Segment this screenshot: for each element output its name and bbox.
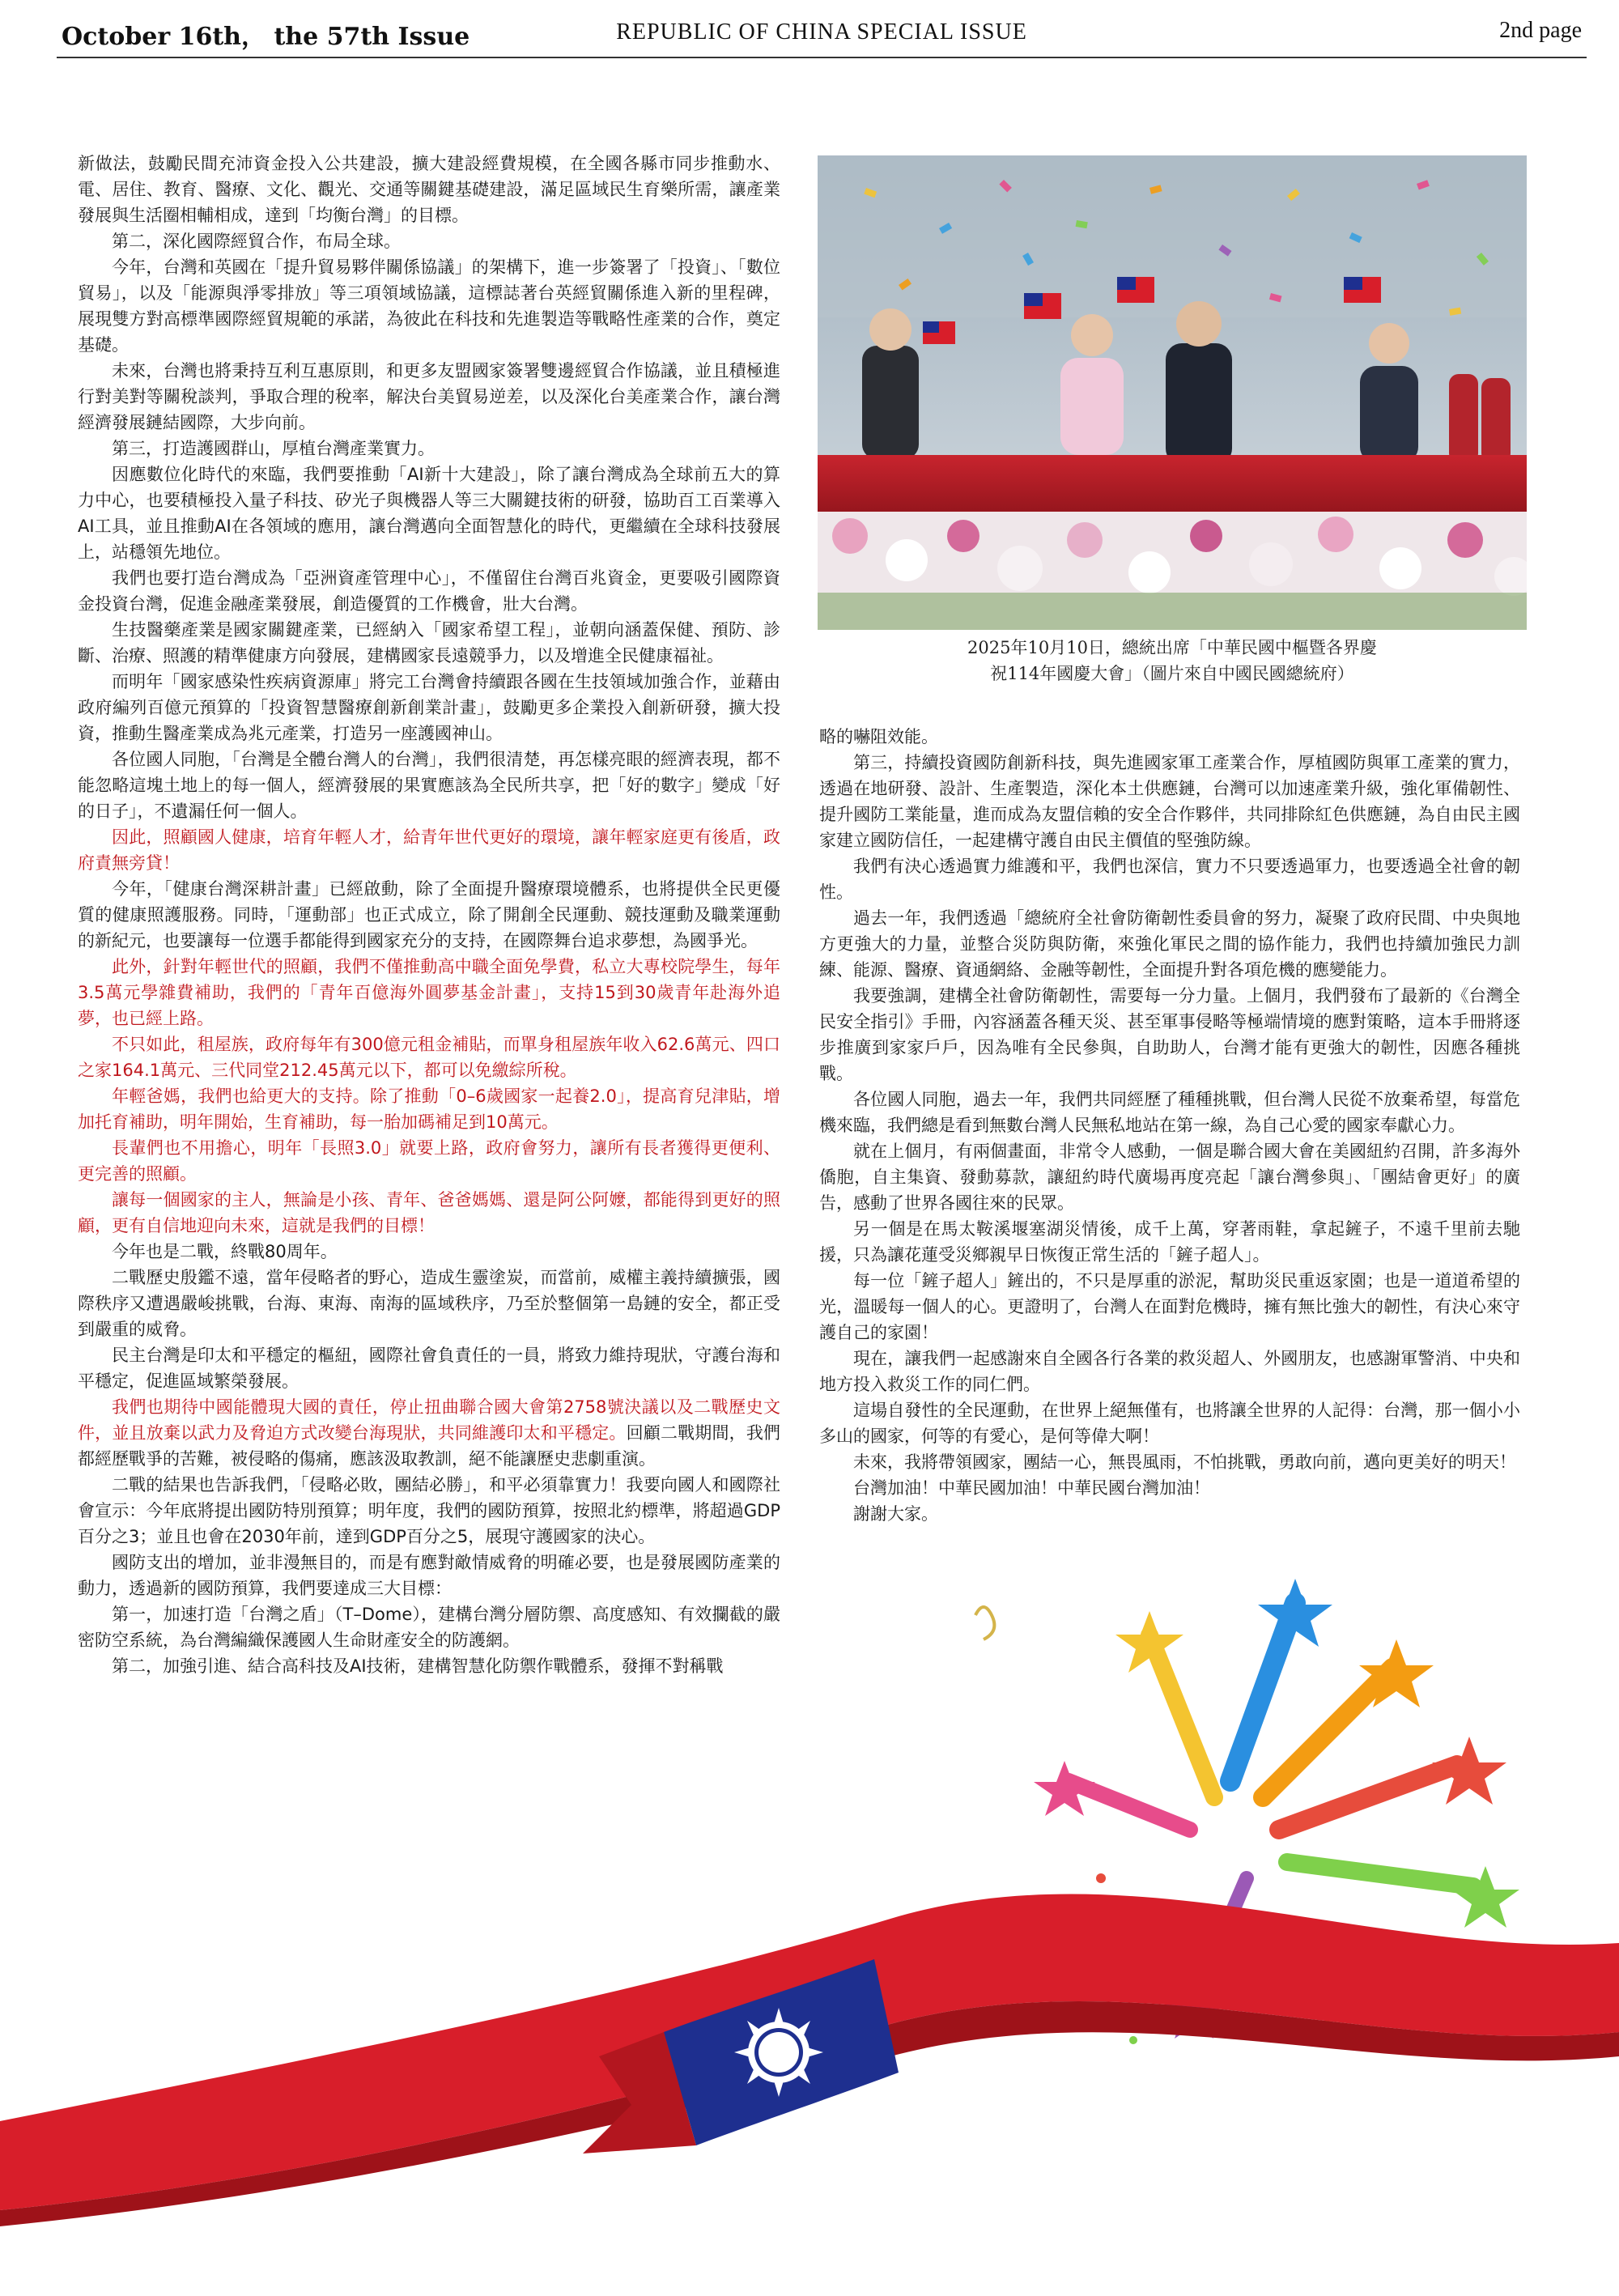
article-paragraph: 略的嚇阻效能。 bbox=[819, 727, 938, 746]
article-paragraph: 因此，照顧國人健康，培育年輕人才，給青年世代更好的環境，讓年輕家庭更有後盾，政府責無旁貸！ bbox=[78, 827, 780, 873]
paragraph-text: 回顧二戰期間，我們都經歷戰爭的苦難，被侵略的傷痛，應該汲取教訓，絕不能讓歷史悲劇重演。 bbox=[78, 1423, 781, 1469]
article-paragraph: 我們也要打造台灣成為「亞洲資產管理中心」，不僅留住台灣百兆資金，更要吸引國際資金投資台灣，促進金融產業發展，創造優質的工作機會，壯大台灣。 bbox=[78, 568, 780, 614]
flag-ribbon-decoration bbox=[0, 1538, 1619, 2296]
article-paragraph: 二戰歷史殷鑑不遠，當年侵略者的野心，造成生靈塗炭，而當前，威權主義持續擴張，國際秩序又遭遇嚴峻挑戰，台海、東海、南海的區域秩序，乃至於整個第一島鏈的安全，都正受到嚴重的威脅。 bbox=[78, 1268, 780, 1339]
article-paragraph: 第二，加強引進、結合高科技及AI技術，建構智慧化防禦作戰體系，發揮不對稱戰 bbox=[112, 1656, 724, 1676]
article-paragraph: 台灣加油！中華民國加油！中華民國台灣加油！ bbox=[853, 1478, 1210, 1498]
article-paragraph: 不只如此，租屋族，政府每年有300億元租金補貼，而單身租屋族年收入62.6萬元、四口之家164.1萬元、三代同堂212.45萬元以下，都可以免繳綜所稅。 bbox=[78, 1035, 780, 1080]
article-paragraph: 生技醫藥產業是國家關鍵產業，已經納入「國家希望工程」，並朝向涵蓋保健、預防、診斷、治療、照護的精準健康方向發展，建構國家長遠競爭力，以及增進全民健康福祉。 bbox=[78, 620, 780, 665]
article-paragraph: 我們有決心透過實力維護和平，我們也深信，實力不只要透過軍力，也要透過全社會的韌性。 bbox=[819, 857, 1520, 902]
article-paragraph: 第二，深化國際經貿合作，布局全球。 bbox=[112, 232, 401, 251]
article-paragraph: 現在，讓我們一起感謝來自全國各行各業的救災超人、外國朋友，也感謝軍警消、中央和地方投入救災工作的同仁們。 bbox=[819, 1349, 1520, 1394]
article-paragraph bbox=[78, 1394, 780, 1472]
article-paragraph: 長輩們也不用擔心，明年「長照3.0」就要上路，政府會努力，讓所有長者獲得更便利、更完善的照顧。 bbox=[78, 1138, 780, 1184]
caption-line-1: 2025年10月10日，總統出席「中華民國中樞暨各界慶 bbox=[967, 638, 1377, 657]
article-paragraph: 因應數位化時代的來臨，我們要推動「AI新十大建設」，除了讓台灣成為全球前五大的算力中心，也要積極投入量子科技、矽光子與機器人等三大關鍵技術的研發，協助百工百業導入AI工具，並且推動AI在各領域的應用，讓台灣邁向全面智慧化的時代，更繼續在全球科技發展上，站穩領先地位。 bbox=[78, 465, 780, 562]
article-paragraph: 未來，我將帶領國家，團結一心，無畏風雨，不怕挑戰，勇敢向前，邁向更美好的明天！ bbox=[853, 1452, 1516, 1472]
left-article-column bbox=[78, 151, 780, 1679]
article-paragraph: 各位國人同胞，「台灣是全體台灣人的台灣」，我們很清楚，再怎樣亮眼的經濟表現，都不能忽略這塊土地上的每一個人，經濟發展的果實應該為全民所共享，把「好的數字」變成「好的日子」，不遺漏任何一個人。 bbox=[78, 750, 780, 821]
article-paragraph: 此外，針對年輕世代的照顧，我們不僅推動高中職全面免學費，私立大專校院學生，每年3.5萬元學雜費補助，我們的「青年百億海外圓夢基金計畫」，支持15到30歲青年赴海外追夢，也已經上路。 bbox=[78, 957, 780, 1028]
article-paragraph: 二戰的結果也告訴我們，「侵略必敗，團結必勝」，和平必須靠實力！我要向國人和國際社會宣示：今年底將提出國防特別預算；明年度，我們的國防預算，按照北約標準，將超過GDP百分之3；並且也會在2030年前，達到GDP百分之5，展現守護國家的決心。 bbox=[78, 1475, 780, 1546]
article-paragraph: 今年，「健康台灣深耕計畫」已經啟動，除了全面提升醫療環境體系，也將提供全民更優質的健康照護服務。同時，「運動部」也正式成立，除了開創全民運動、競技運動及職業運動的新紀元，也要讓每一位選手都能得到國家充分的支持，在國際舞台追求夢想，為國爭光。 bbox=[78, 879, 780, 950]
page-number: 2nd page bbox=[1499, 18, 1582, 43]
issue-date: October 16th， the 57th Issue bbox=[62, 23, 470, 51]
celebration-photo bbox=[818, 155, 1527, 630]
article-paragraph: 第三，持續投資國防創新科技，與先進國家軍工產業合作，厚植國防與軍工產業的實力，透過在地研發、設計、生產製造，深化本土供應鏈，台灣可以加速產業升級，強化軍備韌性、提升國防工業能量，進而成為友盟信賴的安全合作夥伴，共同排除紅色供應鏈，為自由民主國家建立國防信任，一起建構守護自由民主價值的堅強防線。 bbox=[819, 753, 1520, 850]
article-paragraph: 就在上個月，有兩個畫面，非常令人感動，一個是聯合國大會在美國紐約召開，許多海外僑胞，自主集資、發動募款，讓紐約時代廣場再度亮起「讓台灣參與」、「團結會更好」的廣告，感動了世界各國往來的民眾。 bbox=[819, 1142, 1520, 1213]
article-paragraph: 每一位「鏟子超人」鏟出的，不只是厚重的淤泥，幫助災民重返家園；也是一道道希望的光，溫暖每一個人的心。更證明了，台灣人在面對危機時，擁有無比強大的韌性，有決心來守護自己的家園！ bbox=[819, 1271, 1520, 1342]
photo-caption bbox=[818, 635, 1527, 687]
article-paragraph: 國防支出的增加，並非漫無目的，而是有應對敵情威脅的明確必要，也是發展國防產業的動力，透過新的國防預算，我們要達成三大目標： bbox=[78, 1553, 780, 1598]
article-paragraph: 讓每一個國家的主人，無論是小孩、青年、爸爸媽媽、還是阿公阿嬤，都能得到更好的照顧，更有自信地迎向未來，這就是我們的目標！ bbox=[78, 1190, 780, 1235]
article-paragraph: 過去一年，我們透過「總統府全社會防衛韌性委員會的努力，凝聚了政府民間、中央與地方更強大的力量，並整合災防與防衛，來強化軍民之間的協作能力，我們也持續加強民力訓練、能源、醫療、資通網絡、金融等韌性，全面提升對各項危機的應變能力。 bbox=[819, 908, 1520, 980]
article-paragraph: 這場自發性的全民運動，在世界上絕無僅有，也將讓全世界的人記得：台灣，那一個小小多山的國家，何等的有愛心，是何等偉大啊！ bbox=[819, 1401, 1520, 1446]
highlighted-text: 我們也期待中國能體現大國的責任，停止扭曲聯合國大會第2758號決議以及二戰歷史文件，並且放棄以武力及脅迫方式改變台海現狀，共同維護印太和平穩定。 bbox=[78, 1397, 780, 1443]
article-paragraph: 民主台灣是印太和平穩定的樞紐，國際社會負責任的一員，將致力維持現狀，守護台海和平穩定，促進區域繁榮發展。 bbox=[78, 1346, 780, 1391]
article-paragraph: 新做法，鼓勵民間充沛資金投入公共建設，擴大建設經費規模，在全國各縣市同步推動水、電、居住、教育、醫療、文化、觀光、交通等關鍵基礎建設，滿足區域民生育樂所需，讓產業發展與生活圈相輔相成，達到「均衡台灣」的目標。 bbox=[78, 154, 780, 225]
article-paragraph: 第三，打造護國群山，厚植台灣產業實力。 bbox=[112, 439, 435, 458]
article-paragraph: 另一個是在馬太鞍溪堰塞湖災情後，成千上萬，穿著雨鞋，拿起鏟子，不遠千里前去馳援，只為讓花蓮受災鄉親早日恢復正常生活的「鏟子超人」。 bbox=[819, 1219, 1520, 1265]
article-paragraph: 年輕爸媽，我們也給更大的支持。除了推動「0–6歲國家一起養2.0」，提高育兒津貼，增加托育補助，明年開始，生育補助，每一胎加碼補足到10萬元。 bbox=[78, 1086, 780, 1132]
article-paragraph: 謝謝大家。 bbox=[853, 1504, 938, 1524]
page-header bbox=[57, 11, 1587, 58]
flower-arrangement bbox=[818, 512, 1527, 630]
article-paragraph: 第一，加速打造「台灣之盾」（T–Dome），建構台灣分層防禦、高度感知、有效攔截的嚴密防空系統，為台灣編織保護國人生命財產安全的防護網。 bbox=[78, 1605, 780, 1650]
article-paragraph: 今年也是二戰，終戰80周年。 bbox=[112, 1242, 338, 1261]
publication-title: REPUBLIC OF CHINA SPECIAL ISSUE bbox=[616, 19, 1027, 45]
white-sun-icon bbox=[734, 2008, 823, 2097]
article-paragraph: 而明年「國家感染性疾病資源庫」將完工台灣會持續跟各國在生技領域加強合作，並藉由政府編列百億元預算的「投資智慧醫療創新創業計畫」，鼓勵更多企業投入創新研發，擴大投資，推動生醫產業成為兆元產業，打造另一座護國神山。 bbox=[78, 672, 780, 743]
article-paragraph: 我要強調，建構全社會防衛韌性，需要每一分力量。上個月，我們發布了最新的《台灣全民安全指引》手冊，內容涵蓋各種天災、甚至軍事侵略等極端情境的應對策略，這本手冊將逐步推廣到家家戶戶，因為唯有全民參與，自助助人，台灣才能有更強大的韌性，因應各種挑戰。 bbox=[819, 986, 1520, 1083]
article-paragraph: 各位國人同胞，過去一年，我們共同經歷了種種挑戰，但台灣人民從不放棄希望，每當危機來臨，我們總是看到無數台灣人民無私地站在第一線，為自己心愛的國家奉獻心力。 bbox=[819, 1090, 1520, 1135]
article-paragraph: 今年，台灣和英國在「提升貿易夥伴關係協議」的架構下，進一步簽署了「投資」、「數位貿易」，以及「能源與淨零排放」等三項領域協議，這標誌著台英經貿關係進入新的里程碑，展現雙方對高標準國際經貿規範的承諾，為彼此在科技和先進製造等戰略性產業的合作，奠定基礎。 bbox=[78, 257, 780, 355]
right-article-column bbox=[819, 724, 1520, 1527]
caption-line-2: 祝114年國慶大會」（圖片來自中國民國總統府） bbox=[990, 664, 1354, 683]
article-paragraph: 未來，台灣也將秉持互利互惠原則，和更多友盟國家簽署雙邊經貿合作協議，並且積極進行對美對等關稅談判，爭取合理的稅率，解決台美貿易逆差，以及深化台美產業合作，讓台灣經濟發展鏈結國際，大步向前。 bbox=[78, 361, 780, 432]
